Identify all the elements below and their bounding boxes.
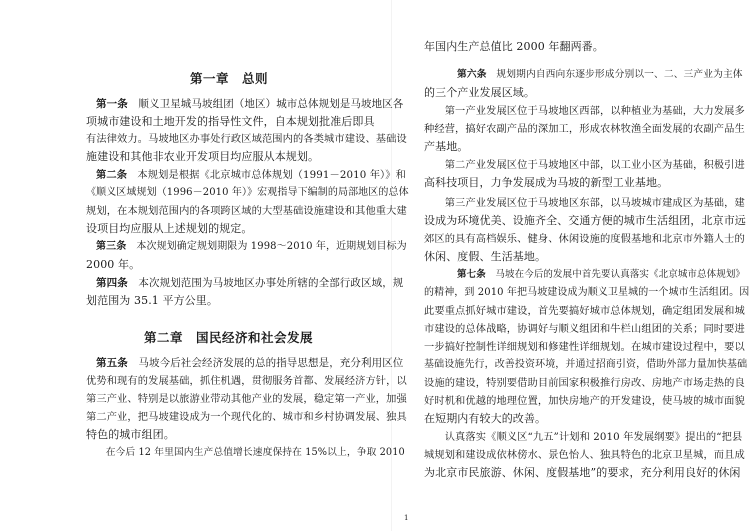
line-text: 的精神，到 2010 年把马坡建设成为顺义卫星城的一个城市生活组团。因 [424, 287, 750, 298]
paragraph-line [424, 412, 546, 426]
paragraph-line [457, 68, 743, 82]
paragraph-line [424, 250, 546, 264]
paragraph-line [96, 97, 403, 111]
article-label: 第五条 [96, 357, 128, 369]
line-text: 设项目均应服从上述规划的规定。 [86, 222, 253, 235]
line-text: 第二产业，把马坡建设成为一个现代化的、城市和乡村协调发展、独具 [86, 411, 407, 423]
paragraph-line [424, 104, 745, 118]
line-text: 特色的城市组团。 [86, 428, 175, 441]
line-text: 高科技项目，力争发展成为马坡的新型工业基地。 [424, 176, 669, 189]
line-text: 马坡今后社会经济发展的总的指导思想是，充分利用区位 [127, 357, 404, 369]
line-text: 规划，在本规划范围内的各项跨区域的大型基础设施建设和其他重大建 [86, 205, 407, 217]
paragraph-line [424, 158, 745, 172]
paragraph-line [424, 140, 468, 154]
paragraph-line [86, 294, 218, 308]
line-text: 设成为环境优美、设施齐全、交通方便的城市生活组团，北京市远 [424, 214, 746, 227]
paragraph-line [86, 186, 409, 200]
paragraph-line [424, 430, 742, 444]
line-text: 项城市建设和土地开发的指导性文件，自本规划批准后即具 [86, 115, 375, 128]
paragraph-line [96, 168, 406, 182]
line-text: 市建设的总体战略，协调好与顺义组团和牛栏山组团的关系；同时要进 [424, 323, 745, 335]
paragraph-line [424, 340, 745, 354]
paragraph-line [424, 448, 745, 462]
paragraph-line [86, 410, 407, 424]
paragraph-line [424, 214, 746, 228]
paragraph-line [86, 392, 407, 406]
paragraph-line [424, 322, 745, 336]
page-number: 1 [404, 514, 409, 522]
line-text: 《顺义区域规划（1996－2010 年）》宏观指导下编制的局部地区的总体 [86, 187, 409, 198]
chapter1-heading: 第一章 总则 [190, 71, 269, 86]
line-text: 城规划和建设成依林傍水、景色怡人、独具特色的北京卫星城，而且成 [424, 449, 745, 461]
paragraph-line [424, 304, 745, 318]
chapter2-heading: 第二章 国民经济和社会发展 [144, 330, 314, 345]
line-text: 种经营，搞好农副产品的深加工，形成农林牧渔全面发展的农副产品生 [424, 123, 745, 135]
paragraph-line [457, 268, 745, 282]
line-text: 第三产业、特别是以旅游业带动其他产业的发展，稳定第一产业，加强 [86, 393, 407, 405]
article-label: 第一条 [96, 98, 128, 110]
article-label: 第三条 [96, 241, 127, 252]
paragraph-line [424, 358, 747, 372]
paragraph-line [86, 222, 253, 236]
line-text: 马坡在今后的发展中首先要认真落实《北京城市总体规划》 [485, 269, 746, 280]
paragraph-line [424, 394, 745, 408]
line-text: 优势和现有的发展基础，抓住机遇，贯彻服务首都、发展经济方针，以 [86, 375, 407, 387]
line-text: 本次规划范围为马坡地区办事处所辖的全部行政区域，规 [127, 277, 404, 289]
paragraph-line [86, 428, 175, 442]
paragraph-line [424, 286, 749, 300]
line-text: 的三个产业发展区域。 [424, 86, 535, 99]
paragraph-line [86, 204, 407, 218]
line-text: 第三产业发展区位于马坡地区东部，以马坡城市建成区为基础，建 [424, 197, 745, 209]
line-text: 为北京市民旅游、休闲、度假基地”的要求，充分利用良好的休闲 [424, 466, 741, 479]
line-text: 好时机和优越的地理位置，加快房地产的开发建设，使马坡的城市面貌 [424, 395, 745, 407]
paragraph-line [424, 232, 745, 246]
paragraph-line [424, 122, 745, 136]
paragraph-line [96, 356, 403, 370]
paragraph-line [86, 374, 407, 388]
line-text: 年国内生产总值比 2000 年翻两番。 [424, 40, 604, 53]
line-text: 休闲、度假、生活基地。 [424, 250, 547, 263]
line-text: 在今后 12 年里国内生产总值增长速度保持在 15%以上，争取 2010 [86, 447, 405, 458]
line-text: 本规划是根据《北京城市总体规划（1991－2010 年）》和 [127, 169, 406, 181]
paragraph-line [86, 150, 319, 164]
paragraph-line [424, 40, 604, 54]
paragraph-line [96, 240, 407, 254]
article-label: 第七条 [457, 269, 486, 280]
article-label: 第二条 [96, 169, 128, 181]
paragraph-line [96, 276, 403, 290]
line-text: 第二产业发展区位于马坡地区中部，以工业小区为基础，积极引进 [424, 159, 745, 171]
paragraph-line [86, 446, 405, 460]
line-text: 产基地。 [424, 140, 469, 153]
line-text: 一步搞好控制性详细规划和修建性详细规划。在城市建设过程中，要以 [424, 341, 745, 353]
article-label: 第四条 [96, 277, 128, 289]
line-text: 认真落实《顺义区“九五”计划和 2010 年发展纲要》提出的“把县 [424, 431, 743, 443]
article-label: 第六条 [457, 69, 487, 80]
paragraph-line [424, 86, 535, 100]
line-text: 第一产业发展区位于马坡地区西部，以种植业为基础，大力发展多 [424, 105, 745, 117]
paragraph-line [424, 376, 745, 390]
line-text: 有法律效力。马坡地区办事处行政区域范围内的各类城市建设、基础设 [86, 133, 407, 145]
line-text: 施建设和其他非农业开发项目均应服从本规划。 [86, 150, 320, 163]
line-text: 设施的建设，特别要借助目前国家积极推行房改、房地产市场走热的良 [424, 377, 745, 389]
paragraph-line [424, 176, 668, 190]
line-text: 本次规划确定规划期限为 1998～2010 年，近期规划目标为 [126, 241, 407, 252]
paragraph-line [424, 466, 741, 480]
paragraph-line [86, 115, 375, 129]
paragraph-line [86, 132, 407, 146]
line-text: 顺义卫星城马坡组团（地区）城市总体规划是马坡地区各 [127, 98, 404, 110]
paragraph-line [424, 196, 745, 210]
line-text: 郊区的具有高档娱乐、健身、休闲设施的度假基地和北京市外籍人士的 [424, 233, 745, 245]
line-text: 规划期内自西向东逐步形成分别以一、二、三产业为主体 [486, 69, 743, 80]
line-text: 在短期内有较大的改善。 [424, 412, 547, 425]
line-text: 2000 年。 [86, 258, 141, 271]
line-text: 基础设施先行，改善投资环境，并通过招商引资，借助外部力量加快基础 [424, 359, 748, 370]
line-text: 划范围为 35.1 平方公里。 [86, 294, 218, 307]
paragraph-line [86, 258, 140, 272]
line-text: 此要重点抓好城市建设，首先要搞好城市总体规划，确定组团发展和城 [424, 305, 745, 317]
